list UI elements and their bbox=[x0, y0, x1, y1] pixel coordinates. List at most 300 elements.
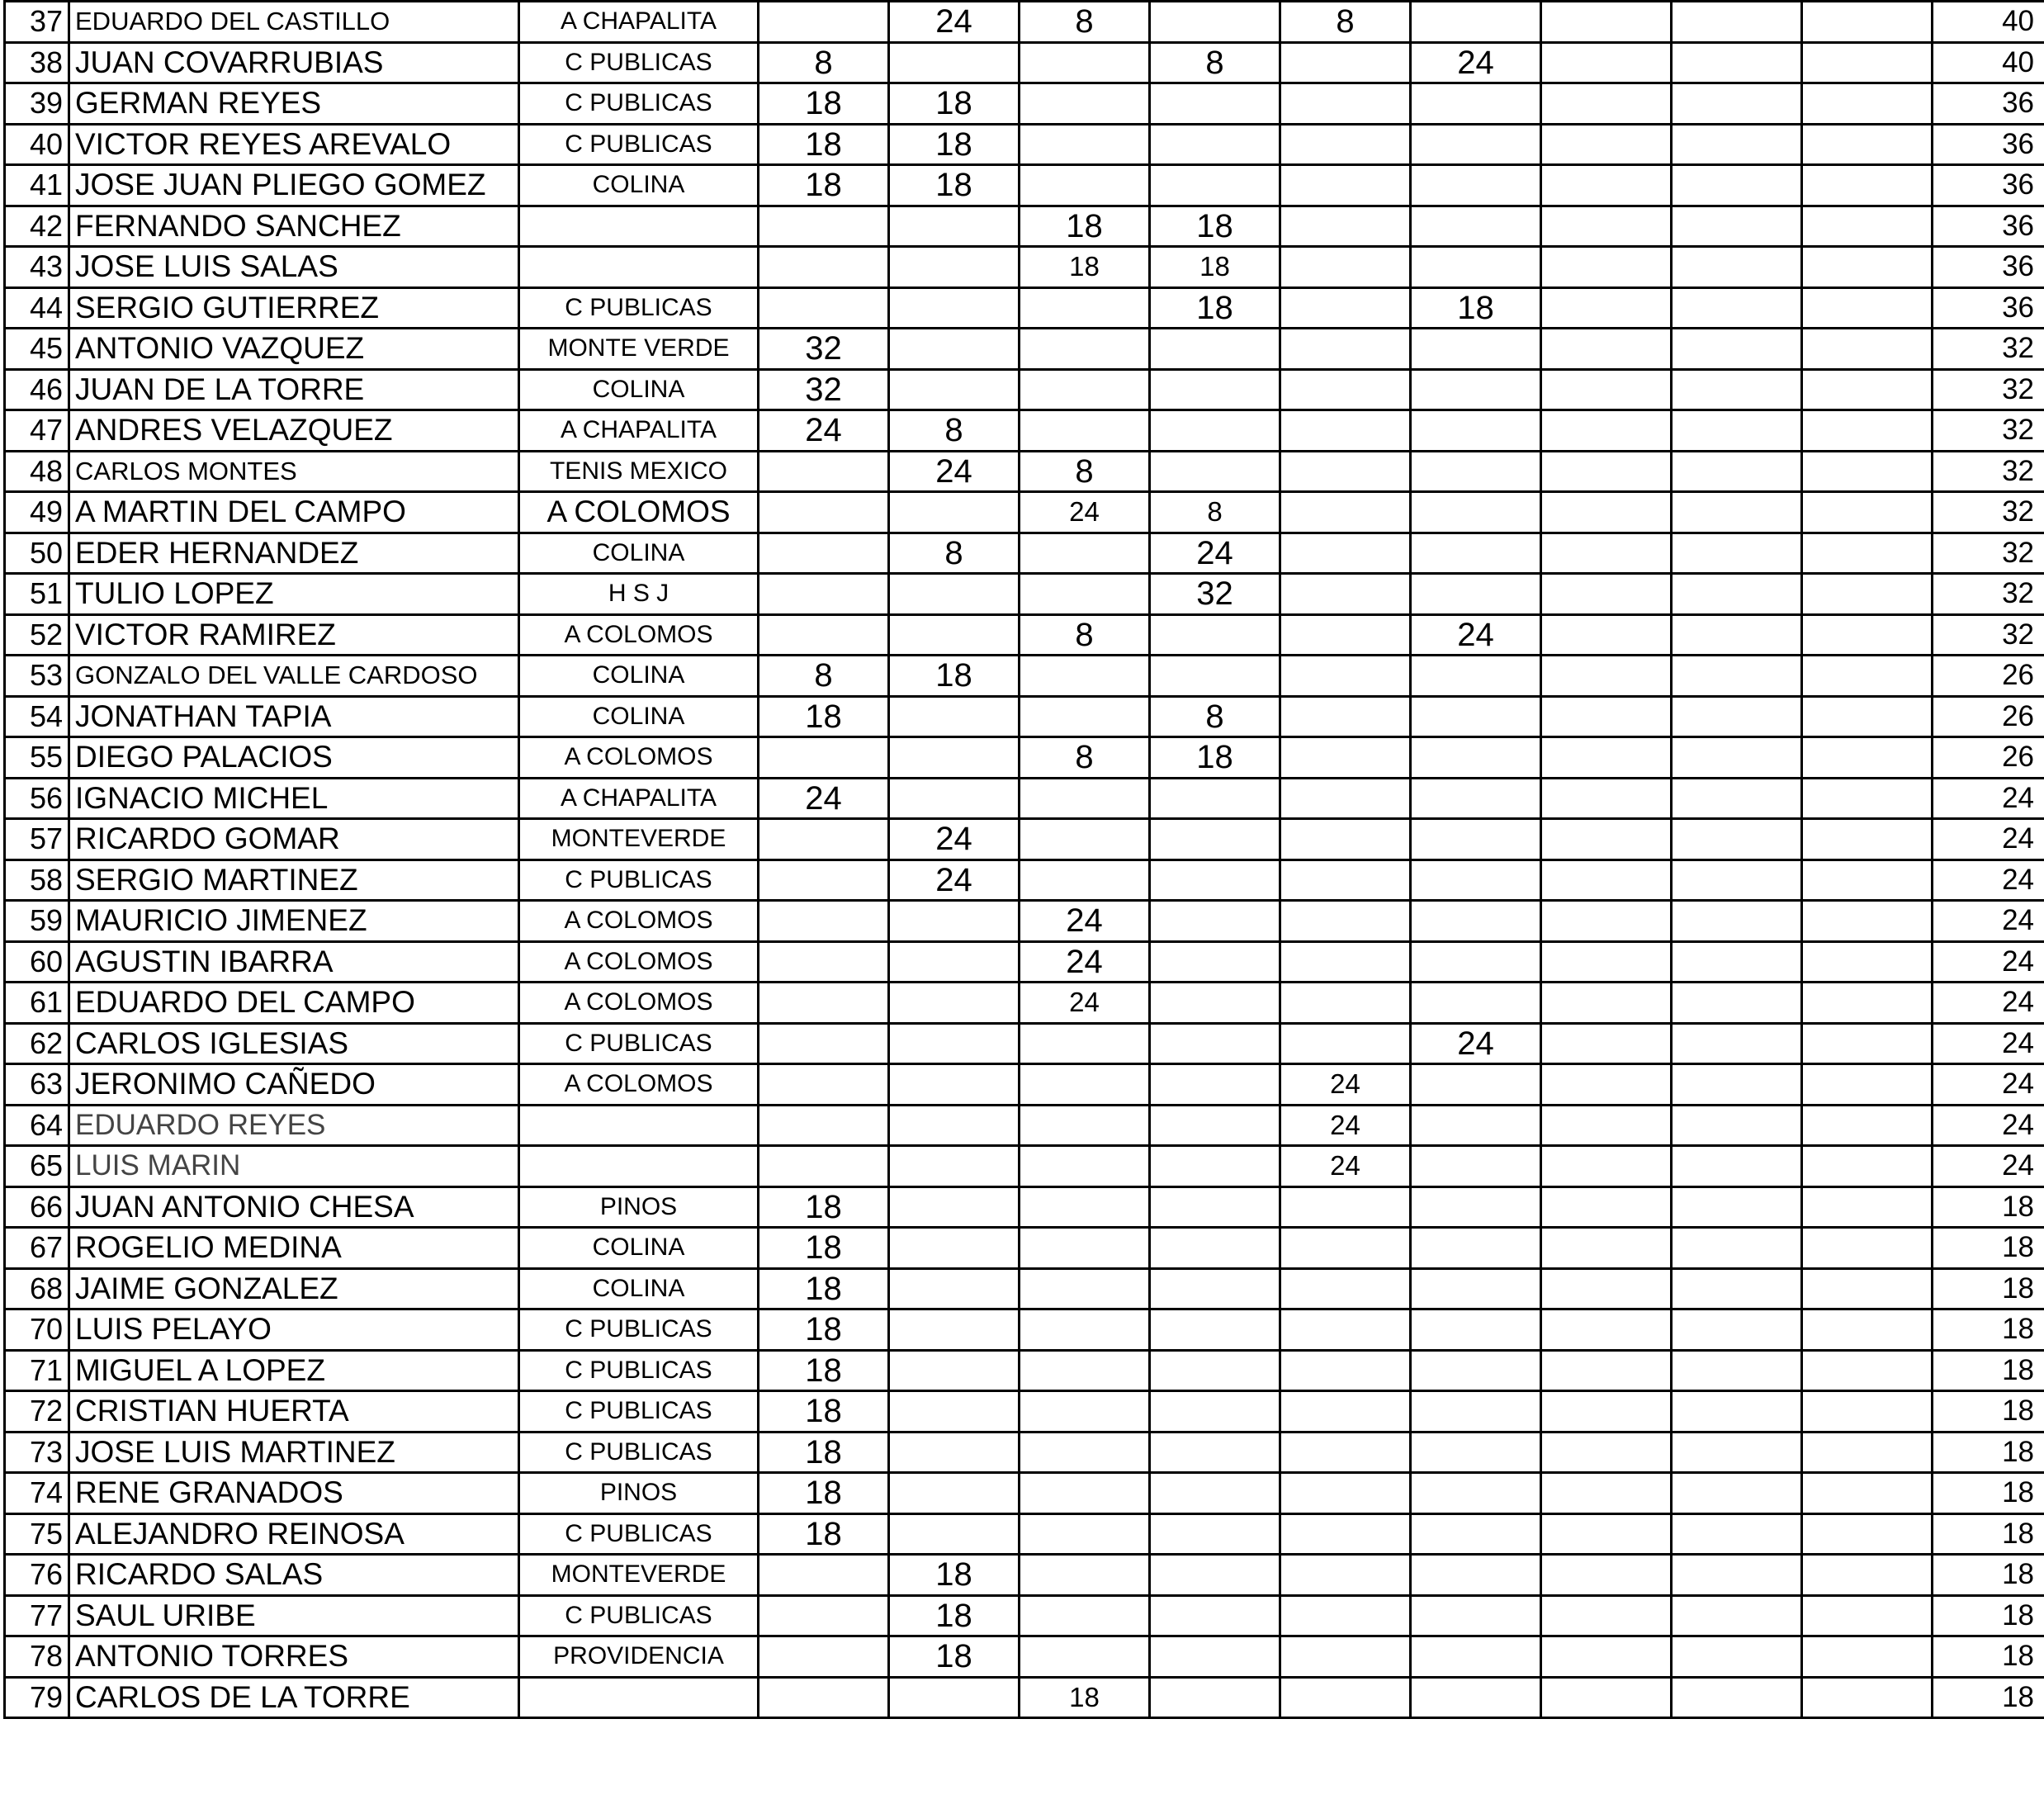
tournament-points-cell bbox=[1020, 165, 1150, 206]
player-name-cell: JONATHAN TAPIA bbox=[69, 696, 519, 737]
rank-cell: 58 bbox=[5, 860, 69, 901]
tournament-points-cell: 24 bbox=[1280, 1105, 1411, 1146]
tournament-points-cell bbox=[889, 1677, 1020, 1718]
total-points-cell: 24 bbox=[1933, 1023, 2044, 1064]
tournament-points-cell bbox=[1280, 614, 1411, 656]
tournament-points-cell: 8 bbox=[1020, 451, 1150, 492]
player-name-cell: MAURICIO JIMENEZ bbox=[69, 901, 519, 942]
tournament-points-cell bbox=[889, 1064, 1020, 1106]
tournament-points-cell: 18 bbox=[759, 83, 889, 125]
tournament-points-cell: 18 bbox=[1020, 1677, 1150, 1718]
tournament-points-cell bbox=[1411, 247, 1541, 288]
tournament-points-cell bbox=[1541, 1105, 1672, 1146]
tournament-points-cell bbox=[1411, 901, 1541, 942]
tournament-points-cell bbox=[1672, 124, 1802, 165]
tournament-points-cell bbox=[1411, 1513, 1541, 1555]
tournament-points-cell bbox=[1802, 1064, 1933, 1106]
tournament-points-cell bbox=[1411, 206, 1541, 247]
table-row bbox=[5, 1473, 2044, 1514]
tournament-points-cell bbox=[1280, 901, 1411, 942]
tournament-points-cell bbox=[1802, 1391, 1933, 1433]
tournament-points-cell bbox=[1280, 247, 1411, 288]
total-points-cell: 24 bbox=[1933, 860, 2044, 901]
tournament-points-cell bbox=[1020, 410, 1150, 452]
tournament-points-cell: 24 bbox=[1020, 492, 1150, 533]
tournament-points-cell bbox=[1672, 574, 1802, 615]
player-name-cell: TULIO LOPEZ bbox=[69, 574, 519, 615]
tournament-points-cell bbox=[1541, 1228, 1672, 1269]
tournament-points-cell: 8 bbox=[1020, 2, 1150, 43]
ranking-table-body bbox=[5, 2, 2044, 1718]
tournament-points-cell bbox=[1541, 533, 1672, 574]
player-name-cell: EDUARDO DEL CASTILLO bbox=[69, 2, 519, 43]
club-cell: H S J bbox=[519, 574, 759, 615]
tournament-points-cell bbox=[759, 492, 889, 533]
tournament-points-cell: 24 bbox=[1020, 983, 1150, 1024]
tournament-points-cell bbox=[759, 819, 889, 860]
table-row bbox=[5, 410, 2044, 452]
tournament-points-cell bbox=[1411, 165, 1541, 206]
tournament-points-cell: 24 bbox=[1020, 941, 1150, 983]
tournament-points-cell bbox=[1672, 1105, 1802, 1146]
tournament-points-cell bbox=[1150, 1105, 1280, 1146]
tournament-points-cell bbox=[759, 206, 889, 247]
tournament-points-cell bbox=[1802, 1105, 1933, 1146]
total-points-cell: 18 bbox=[1933, 1473, 2044, 1514]
rank-cell: 74 bbox=[5, 1473, 69, 1514]
club-cell: C PUBLICAS bbox=[519, 1391, 759, 1433]
tournament-points-cell: 8 bbox=[889, 533, 1020, 574]
tournament-points-cell bbox=[1020, 83, 1150, 125]
rank-cell: 46 bbox=[5, 369, 69, 410]
tournament-points-cell bbox=[1411, 1350, 1541, 1391]
total-points-cell: 24 bbox=[1933, 941, 2044, 983]
tournament-points-cell bbox=[1672, 42, 1802, 83]
tournament-points-cell bbox=[1802, 1513, 1933, 1555]
tournament-points-cell bbox=[1280, 1309, 1411, 1351]
tournament-points-cell bbox=[1541, 1432, 1672, 1473]
tournament-points-cell: 8 bbox=[759, 42, 889, 83]
table-row bbox=[5, 656, 2044, 697]
club-cell: C PUBLICAS bbox=[519, 1513, 759, 1555]
club-cell: COLINA bbox=[519, 1228, 759, 1269]
club-cell: A COLOMOS bbox=[519, 1064, 759, 1106]
tournament-points-cell bbox=[1672, 737, 1802, 779]
tournament-points-cell bbox=[1802, 247, 1933, 288]
club-cell bbox=[519, 1146, 759, 1187]
tournament-points-cell bbox=[889, 1432, 1020, 1473]
tournament-points-cell bbox=[1280, 451, 1411, 492]
tournament-points-cell bbox=[1280, 1350, 1411, 1391]
tournament-points-cell bbox=[1541, 1473, 1672, 1514]
tournament-points-cell bbox=[1411, 124, 1541, 165]
total-points-cell: 36 bbox=[1933, 83, 2044, 125]
tournament-points-cell bbox=[759, 1636, 889, 1678]
total-points-cell: 32 bbox=[1933, 369, 2044, 410]
table-row bbox=[5, 1228, 2044, 1269]
club-cell: A COLOMOS bbox=[519, 614, 759, 656]
tournament-points-cell: 32 bbox=[759, 329, 889, 370]
tournament-points-cell bbox=[1672, 1636, 1802, 1678]
tournament-points-cell bbox=[1802, 1350, 1933, 1391]
table-row bbox=[5, 1513, 2044, 1555]
rank-cell: 37 bbox=[5, 2, 69, 43]
total-points-cell: 18 bbox=[1933, 1186, 2044, 1228]
tournament-points-cell: 24 bbox=[1020, 901, 1150, 942]
club-cell: COLINA bbox=[519, 165, 759, 206]
table-row bbox=[5, 1350, 2044, 1391]
club-cell: C PUBLICAS bbox=[519, 287, 759, 329]
tournament-points-cell bbox=[1541, 778, 1672, 819]
player-name-cell: EDUARDO REYES bbox=[69, 1105, 519, 1146]
tournament-points-cell bbox=[1411, 1677, 1541, 1718]
club-cell: C PUBLICAS bbox=[519, 1023, 759, 1064]
tournament-points-cell bbox=[1020, 1473, 1150, 1514]
total-points-cell: 18 bbox=[1933, 1228, 2044, 1269]
tournament-points-cell bbox=[1672, 1391, 1802, 1433]
tournament-points-cell bbox=[1802, 369, 1933, 410]
tournament-points-cell bbox=[889, 901, 1020, 942]
tournament-points-cell bbox=[1150, 451, 1280, 492]
tournament-points-cell bbox=[1802, 1473, 1933, 1514]
total-points-cell: 40 bbox=[1933, 42, 2044, 83]
tournament-points-cell bbox=[1411, 410, 1541, 452]
tournament-points-cell bbox=[1020, 287, 1150, 329]
tournament-points-cell bbox=[759, 1595, 889, 1636]
tournament-points-cell bbox=[1020, 696, 1150, 737]
tournament-points-cell bbox=[1672, 1228, 1802, 1269]
tournament-points-cell: 8 bbox=[1280, 2, 1411, 43]
tournament-points-cell bbox=[1280, 83, 1411, 125]
tournament-points-cell bbox=[1280, 410, 1411, 452]
tournament-points-cell bbox=[1672, 165, 1802, 206]
tournament-points-cell bbox=[1541, 1146, 1672, 1187]
tournament-points-cell bbox=[1020, 656, 1150, 697]
tournament-points-cell bbox=[1150, 1555, 1280, 1596]
rank-cell: 76 bbox=[5, 1555, 69, 1596]
total-points-cell: 36 bbox=[1933, 124, 2044, 165]
tournament-points-cell bbox=[1150, 1432, 1280, 1473]
club-cell bbox=[519, 1105, 759, 1146]
tournament-points-cell: 18 bbox=[889, 165, 1020, 206]
player-name-cell: CARLOS DE LA TORRE bbox=[69, 1677, 519, 1718]
tournament-points-cell bbox=[1802, 941, 1933, 983]
tournament-points-cell bbox=[1802, 1268, 1933, 1309]
rank-cell: 49 bbox=[5, 492, 69, 533]
tournament-points-cell: 18 bbox=[1020, 247, 1150, 288]
rank-cell: 44 bbox=[5, 287, 69, 329]
tournament-points-cell bbox=[1672, 533, 1802, 574]
tournament-points-cell bbox=[1020, 1268, 1150, 1309]
rank-cell: 75 bbox=[5, 1513, 69, 1555]
tournament-points-cell bbox=[1802, 451, 1933, 492]
tournament-points-cell bbox=[1150, 1309, 1280, 1351]
tournament-points-cell bbox=[759, 1146, 889, 1187]
tournament-points-cell bbox=[1541, 165, 1672, 206]
total-points-cell: 24 bbox=[1933, 983, 2044, 1024]
tournament-points-cell: 18 bbox=[889, 1555, 1020, 1596]
club-cell: A COLOMOS bbox=[519, 737, 759, 779]
tournament-points-cell bbox=[1020, 1186, 1150, 1228]
rank-cell: 66 bbox=[5, 1186, 69, 1228]
table-row bbox=[5, 1146, 2044, 1187]
club-cell: MONTE VERDE bbox=[519, 329, 759, 370]
tournament-points-cell bbox=[889, 941, 1020, 983]
tournament-points-cell bbox=[1411, 696, 1541, 737]
tournament-points-cell bbox=[1802, 1595, 1933, 1636]
tournament-points-cell: 18 bbox=[759, 1309, 889, 1351]
tournament-points-cell bbox=[1150, 901, 1280, 942]
player-name-cell: VICTOR REYES AREVALO bbox=[69, 124, 519, 165]
player-name-cell: SERGIO MARTINEZ bbox=[69, 860, 519, 901]
tournament-points-cell bbox=[1020, 369, 1150, 410]
club-cell: C PUBLICAS bbox=[519, 1309, 759, 1351]
tournament-points-cell bbox=[1802, 42, 1933, 83]
table-row bbox=[5, 901, 2044, 942]
club-cell bbox=[519, 1677, 759, 1718]
tournament-points-cell bbox=[889, 1473, 1020, 1514]
player-name-cell: GONZALO DEL VALLE CARDOSO bbox=[69, 656, 519, 697]
player-name-cell: IGNACIO MICHEL bbox=[69, 778, 519, 819]
rank-cell: 60 bbox=[5, 941, 69, 983]
tournament-points-cell bbox=[1280, 983, 1411, 1024]
tournament-points-cell bbox=[1411, 1555, 1541, 1596]
tournament-points-cell bbox=[1020, 42, 1150, 83]
total-points-cell: 32 bbox=[1933, 492, 2044, 533]
tournament-points-cell bbox=[1020, 1350, 1150, 1391]
tournament-points-cell bbox=[1802, 696, 1933, 737]
player-name-cell: DIEGO PALACIOS bbox=[69, 737, 519, 779]
tournament-points-cell bbox=[1802, 1228, 1933, 1269]
tournament-points-cell bbox=[1541, 1186, 1672, 1228]
tournament-points-cell bbox=[1541, 1677, 1672, 1718]
tournament-points-cell bbox=[1802, 2, 1933, 43]
tournament-points-cell bbox=[1020, 778, 1150, 819]
tournament-points-cell bbox=[1541, 1268, 1672, 1309]
tournament-points-cell: 32 bbox=[1150, 574, 1280, 615]
tournament-points-cell bbox=[1802, 819, 1933, 860]
tournament-points-cell bbox=[1802, 1555, 1933, 1596]
table-row bbox=[5, 1636, 2044, 1678]
table-row bbox=[5, 165, 2044, 206]
player-name-cell: ANTONIO VAZQUEZ bbox=[69, 329, 519, 370]
club-cell: COLINA bbox=[519, 369, 759, 410]
player-name-cell: RICARDO SALAS bbox=[69, 1555, 519, 1596]
tournament-points-cell bbox=[1280, 1186, 1411, 1228]
tournament-points-cell bbox=[1541, 656, 1672, 697]
tournament-points-cell bbox=[889, 1023, 1020, 1064]
total-points-cell: 32 bbox=[1933, 574, 2044, 615]
tournament-points-cell bbox=[759, 287, 889, 329]
tournament-points-cell bbox=[1541, 2, 1672, 43]
tournament-points-cell bbox=[1672, 1186, 1802, 1228]
tournament-points-cell bbox=[759, 1105, 889, 1146]
tournament-points-cell bbox=[1411, 1309, 1541, 1351]
rank-cell: 62 bbox=[5, 1023, 69, 1064]
rank-cell: 71 bbox=[5, 1350, 69, 1391]
tournament-points-cell bbox=[889, 369, 1020, 410]
tournament-points-cell: 8 bbox=[1020, 737, 1150, 779]
tournament-points-cell bbox=[1411, 1186, 1541, 1228]
total-points-cell: 18 bbox=[1933, 1636, 2044, 1678]
tournament-points-cell bbox=[1541, 1023, 1672, 1064]
tournament-points-cell bbox=[889, 1513, 1020, 1555]
player-name-cell: LUIS MARIN bbox=[69, 1146, 519, 1187]
tournament-points-cell bbox=[1802, 901, 1933, 942]
tournament-points-cell: 18 bbox=[759, 1228, 889, 1269]
table-row bbox=[5, 124, 2044, 165]
rank-cell: 67 bbox=[5, 1228, 69, 1269]
player-name-cell: GERMAN REYES bbox=[69, 83, 519, 125]
table-row bbox=[5, 206, 2044, 247]
tournament-points-cell bbox=[1280, 369, 1411, 410]
total-points-cell: 36 bbox=[1933, 247, 2044, 288]
tournament-points-cell bbox=[759, 1064, 889, 1106]
rank-cell: 53 bbox=[5, 656, 69, 697]
club-cell: A COLOMOS bbox=[519, 492, 759, 533]
tournament-points-cell bbox=[759, 614, 889, 656]
tournament-points-cell bbox=[1802, 614, 1933, 656]
tournament-points-cell: 8 bbox=[759, 656, 889, 697]
tournament-points-cell bbox=[1411, 737, 1541, 779]
tournament-points-cell bbox=[1020, 1636, 1150, 1678]
tournament-points-cell: 18 bbox=[759, 1432, 889, 1473]
player-name-cell: JOSE LUIS MARTINEZ bbox=[69, 1432, 519, 1473]
tournament-points-cell bbox=[1802, 165, 1933, 206]
tournament-points-cell bbox=[1280, 778, 1411, 819]
tournament-points-cell bbox=[1280, 941, 1411, 983]
rank-cell: 56 bbox=[5, 778, 69, 819]
rank-cell: 41 bbox=[5, 165, 69, 206]
tournament-points-cell bbox=[1020, 1064, 1150, 1106]
tournament-points-cell bbox=[1802, 492, 1933, 533]
player-name-cell: JUAN ANTONIO CHESA bbox=[69, 1186, 519, 1228]
tournament-points-cell bbox=[1020, 860, 1150, 901]
tournament-points-cell bbox=[1020, 1595, 1150, 1636]
tournament-points-cell bbox=[889, 247, 1020, 288]
club-cell: TENIS MEXICO bbox=[519, 451, 759, 492]
tournament-points-cell bbox=[1672, 1595, 1802, 1636]
tournament-points-cell bbox=[1672, 1268, 1802, 1309]
table-row bbox=[5, 1186, 2044, 1228]
tournament-points-cell bbox=[1802, 1432, 1933, 1473]
tournament-points-cell bbox=[1150, 1023, 1280, 1064]
tournament-points-cell bbox=[1802, 1636, 1933, 1678]
tournament-points-cell bbox=[1150, 1350, 1280, 1391]
total-points-cell: 26 bbox=[1933, 656, 2044, 697]
table-row bbox=[5, 1064, 2044, 1106]
tournament-points-cell bbox=[759, 451, 889, 492]
tournament-points-cell bbox=[1672, 941, 1802, 983]
tournament-points-cell: 18 bbox=[1150, 737, 1280, 779]
rank-cell: 54 bbox=[5, 696, 69, 737]
rank-cell: 77 bbox=[5, 1595, 69, 1636]
tournament-points-cell bbox=[1280, 1391, 1411, 1433]
tournament-points-cell bbox=[1280, 42, 1411, 83]
tournament-points-cell bbox=[1541, 860, 1672, 901]
club-cell: A COLOMOS bbox=[519, 983, 759, 1024]
tournament-points-cell bbox=[759, 860, 889, 901]
tournament-points-cell bbox=[759, 983, 889, 1024]
table-row bbox=[5, 941, 2044, 983]
tournament-points-cell bbox=[1280, 1677, 1411, 1718]
tournament-points-cell bbox=[1672, 1555, 1802, 1596]
tournament-points-cell bbox=[1150, 941, 1280, 983]
table-row bbox=[5, 614, 2044, 656]
tournament-points-cell: 24 bbox=[1411, 42, 1541, 83]
rank-cell: 79 bbox=[5, 1677, 69, 1718]
tournament-points-cell bbox=[889, 737, 1020, 779]
player-name-cell: FERNANDO SANCHEZ bbox=[69, 206, 519, 247]
tournament-points-cell bbox=[1150, 1146, 1280, 1187]
tournament-points-cell: 18 bbox=[759, 165, 889, 206]
tournament-points-cell: 18 bbox=[889, 1636, 1020, 1678]
tournament-points-cell bbox=[1411, 329, 1541, 370]
tournament-points-cell bbox=[1672, 247, 1802, 288]
tournament-points-cell: 18 bbox=[1411, 287, 1541, 329]
tournament-points-cell bbox=[1150, 1268, 1280, 1309]
rank-cell: 38 bbox=[5, 42, 69, 83]
tournament-points-cell bbox=[1672, 860, 1802, 901]
tournament-points-cell bbox=[1802, 656, 1933, 697]
club-cell: C PUBLICAS bbox=[519, 124, 759, 165]
tournament-points-cell bbox=[1541, 1513, 1672, 1555]
tournament-points-cell bbox=[1411, 83, 1541, 125]
rank-cell: 68 bbox=[5, 1268, 69, 1309]
tournament-points-cell: 24 bbox=[759, 410, 889, 452]
table-row bbox=[5, 369, 2044, 410]
tournament-points-cell bbox=[1280, 1513, 1411, 1555]
tournament-points-cell bbox=[1802, 1023, 1933, 1064]
tournament-points-cell bbox=[1020, 1391, 1150, 1433]
total-points-cell: 24 bbox=[1933, 901, 2044, 942]
table-row bbox=[5, 1677, 2044, 1718]
tournament-points-cell: 18 bbox=[889, 656, 1020, 697]
club-cell: MONTEVERDE bbox=[519, 1555, 759, 1596]
total-points-cell: 24 bbox=[1933, 1064, 2044, 1106]
table-row bbox=[5, 1309, 2044, 1351]
tournament-points-cell bbox=[1280, 1228, 1411, 1269]
tournament-points-cell: 24 bbox=[889, 451, 1020, 492]
tournament-points-cell bbox=[759, 2, 889, 43]
tournament-points-cell bbox=[889, 1186, 1020, 1228]
club-cell: PINOS bbox=[519, 1186, 759, 1228]
tournament-points-cell bbox=[1150, 1513, 1280, 1555]
tournament-points-cell bbox=[1672, 819, 1802, 860]
tournament-points-cell bbox=[1672, 1064, 1802, 1106]
tournament-points-cell bbox=[1020, 533, 1150, 574]
total-points-cell: 36 bbox=[1933, 287, 2044, 329]
tournament-points-cell bbox=[1150, 1636, 1280, 1678]
club-cell: C PUBLICAS bbox=[519, 1595, 759, 1636]
club-cell: A COLOMOS bbox=[519, 901, 759, 942]
rank-cell: 65 bbox=[5, 1146, 69, 1187]
tournament-points-cell bbox=[1672, 696, 1802, 737]
total-points-cell: 18 bbox=[1933, 1513, 2044, 1555]
tournament-points-cell bbox=[1541, 492, 1672, 533]
table-row bbox=[5, 778, 2044, 819]
rank-cell: 70 bbox=[5, 1309, 69, 1351]
player-name-cell: RICARDO GOMAR bbox=[69, 819, 519, 860]
tournament-points-cell bbox=[1280, 1268, 1411, 1309]
tournament-points-cell bbox=[759, 1677, 889, 1718]
tournament-points-cell bbox=[1802, 410, 1933, 452]
total-points-cell: 18 bbox=[1933, 1350, 2044, 1391]
table-row bbox=[5, 83, 2044, 125]
table-row bbox=[5, 737, 2044, 779]
tournament-points-cell bbox=[1411, 778, 1541, 819]
tournament-points-cell bbox=[889, 1105, 1020, 1146]
